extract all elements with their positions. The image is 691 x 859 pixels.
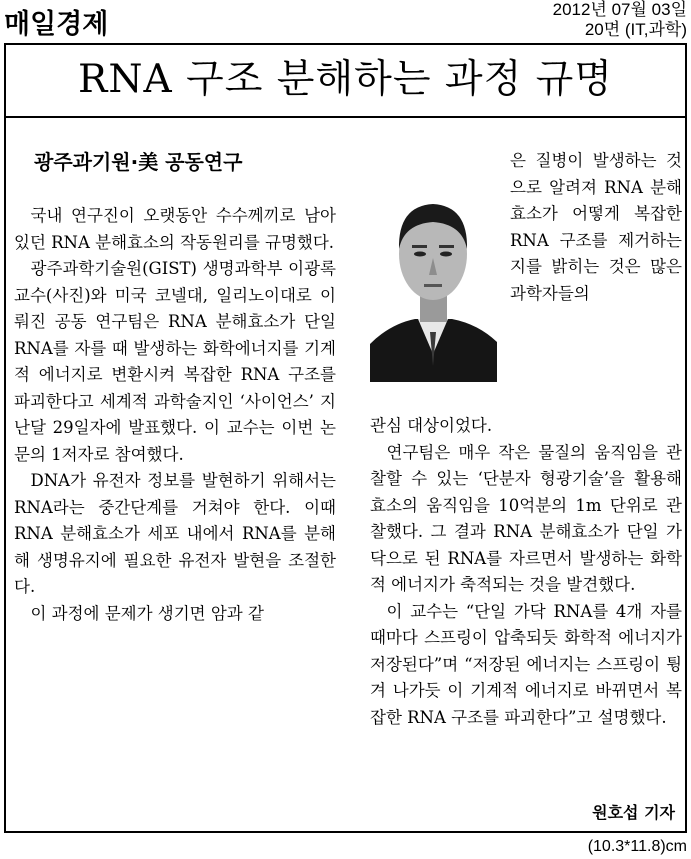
page-section: 20면 (IT,과학) — [584, 20, 687, 39]
article-frame — [4, 43, 687, 833]
article-headline: RNA 구조 분해하는 과정 규명 — [78, 57, 613, 102]
paragraph: 관심 대상이었다. — [370, 416, 493, 435]
reporter-subject-photo — [370, 154, 497, 382]
dateline — [553, 0, 687, 40]
article-left-column — [14, 203, 336, 627]
paragraph: 연구팀은 매우 작은 물질의 움직임을 관찰할 수 있는 ‘단분자 형광기술’을 활용해 효소의 움직임을 10억분의 1m 단위로 관찰했다. 그 결과 RNA 분해효소가 단일 가닥으로 된 RNA를 자르면서 발생하는 화학적 에너지가 축적되는 것을 발견했다. — [370, 442, 682, 594]
article-subhead: 광주과기원·美 공동연구 — [34, 150, 243, 174]
portrait-photo-icon — [370, 154, 497, 382]
paragraph: 이 교수는 “단일 가닥 RNA를 4개 자를 때마다 스프링이 압축되듯 화학적 에너지가 저장된다”며 “저장된 에너지는 스프링이 튕겨 나가듯 이 기계적 에너지로 바뀌면서 복잡한 RNA 구조를 파괴한다”고 설명했다. — [370, 601, 682, 727]
newspaper-masthead: 매일경제 — [4, 9, 109, 40]
paragraph: 은 질병이 발생하는 것으로 알려져 RNA 분해효소가 어떻게 복잡한 RNA 구조를 제거하는지를 밝히는 것은 많은 과학자들의 — [510, 151, 682, 303]
reporter-byline: 원호섭 기자 — [592, 803, 675, 822]
paragraph: DNA가 유전자 정보를 발현하기 위해서는 RNA라는 중간단계를 거쳐야 한다. 이때 RNA 분해효소가 세포 내에서 RNA를 분해해 생명유지에 필요한 유전자 발현을 조절한다. — [14, 471, 336, 596]
paragraph: 국내 연구진이 오랫동안 수수께끼로 남아 있던 RNA 분해효소의 작동원리를 규명했다. — [14, 206, 336, 252]
article-right-top-column — [510, 148, 682, 307]
clipping-size-note: (10.3*11.8)cm — [587, 838, 687, 855]
paragraph: 이 과정에 문제가 생기면 암과 같 — [30, 603, 264, 623]
paragraph: 광주과학기술원(GIST) 생명과학부 이광록 교수(사진)와 미국 코넬대, 일리노이대로 이뤄진 공동 연구팀은 RNA 분해효소가 단일 RNA를 자를 때 발생하는 화학에너지를 기계적 에너지로 변환시켜 복잡한 RNA 구조를 파괴한다고 세계적 과학술지인 ‘사이언스’ 지난달 29일자에 발표했다. 이 교수는 이번 논문의 1저자로 참여했다. — [14, 259, 336, 464]
article-right-column — [370, 413, 682, 731]
publication-date: 2012년 07월 03일 — [552, 0, 687, 19]
headline-rule — [6, 116, 685, 118]
